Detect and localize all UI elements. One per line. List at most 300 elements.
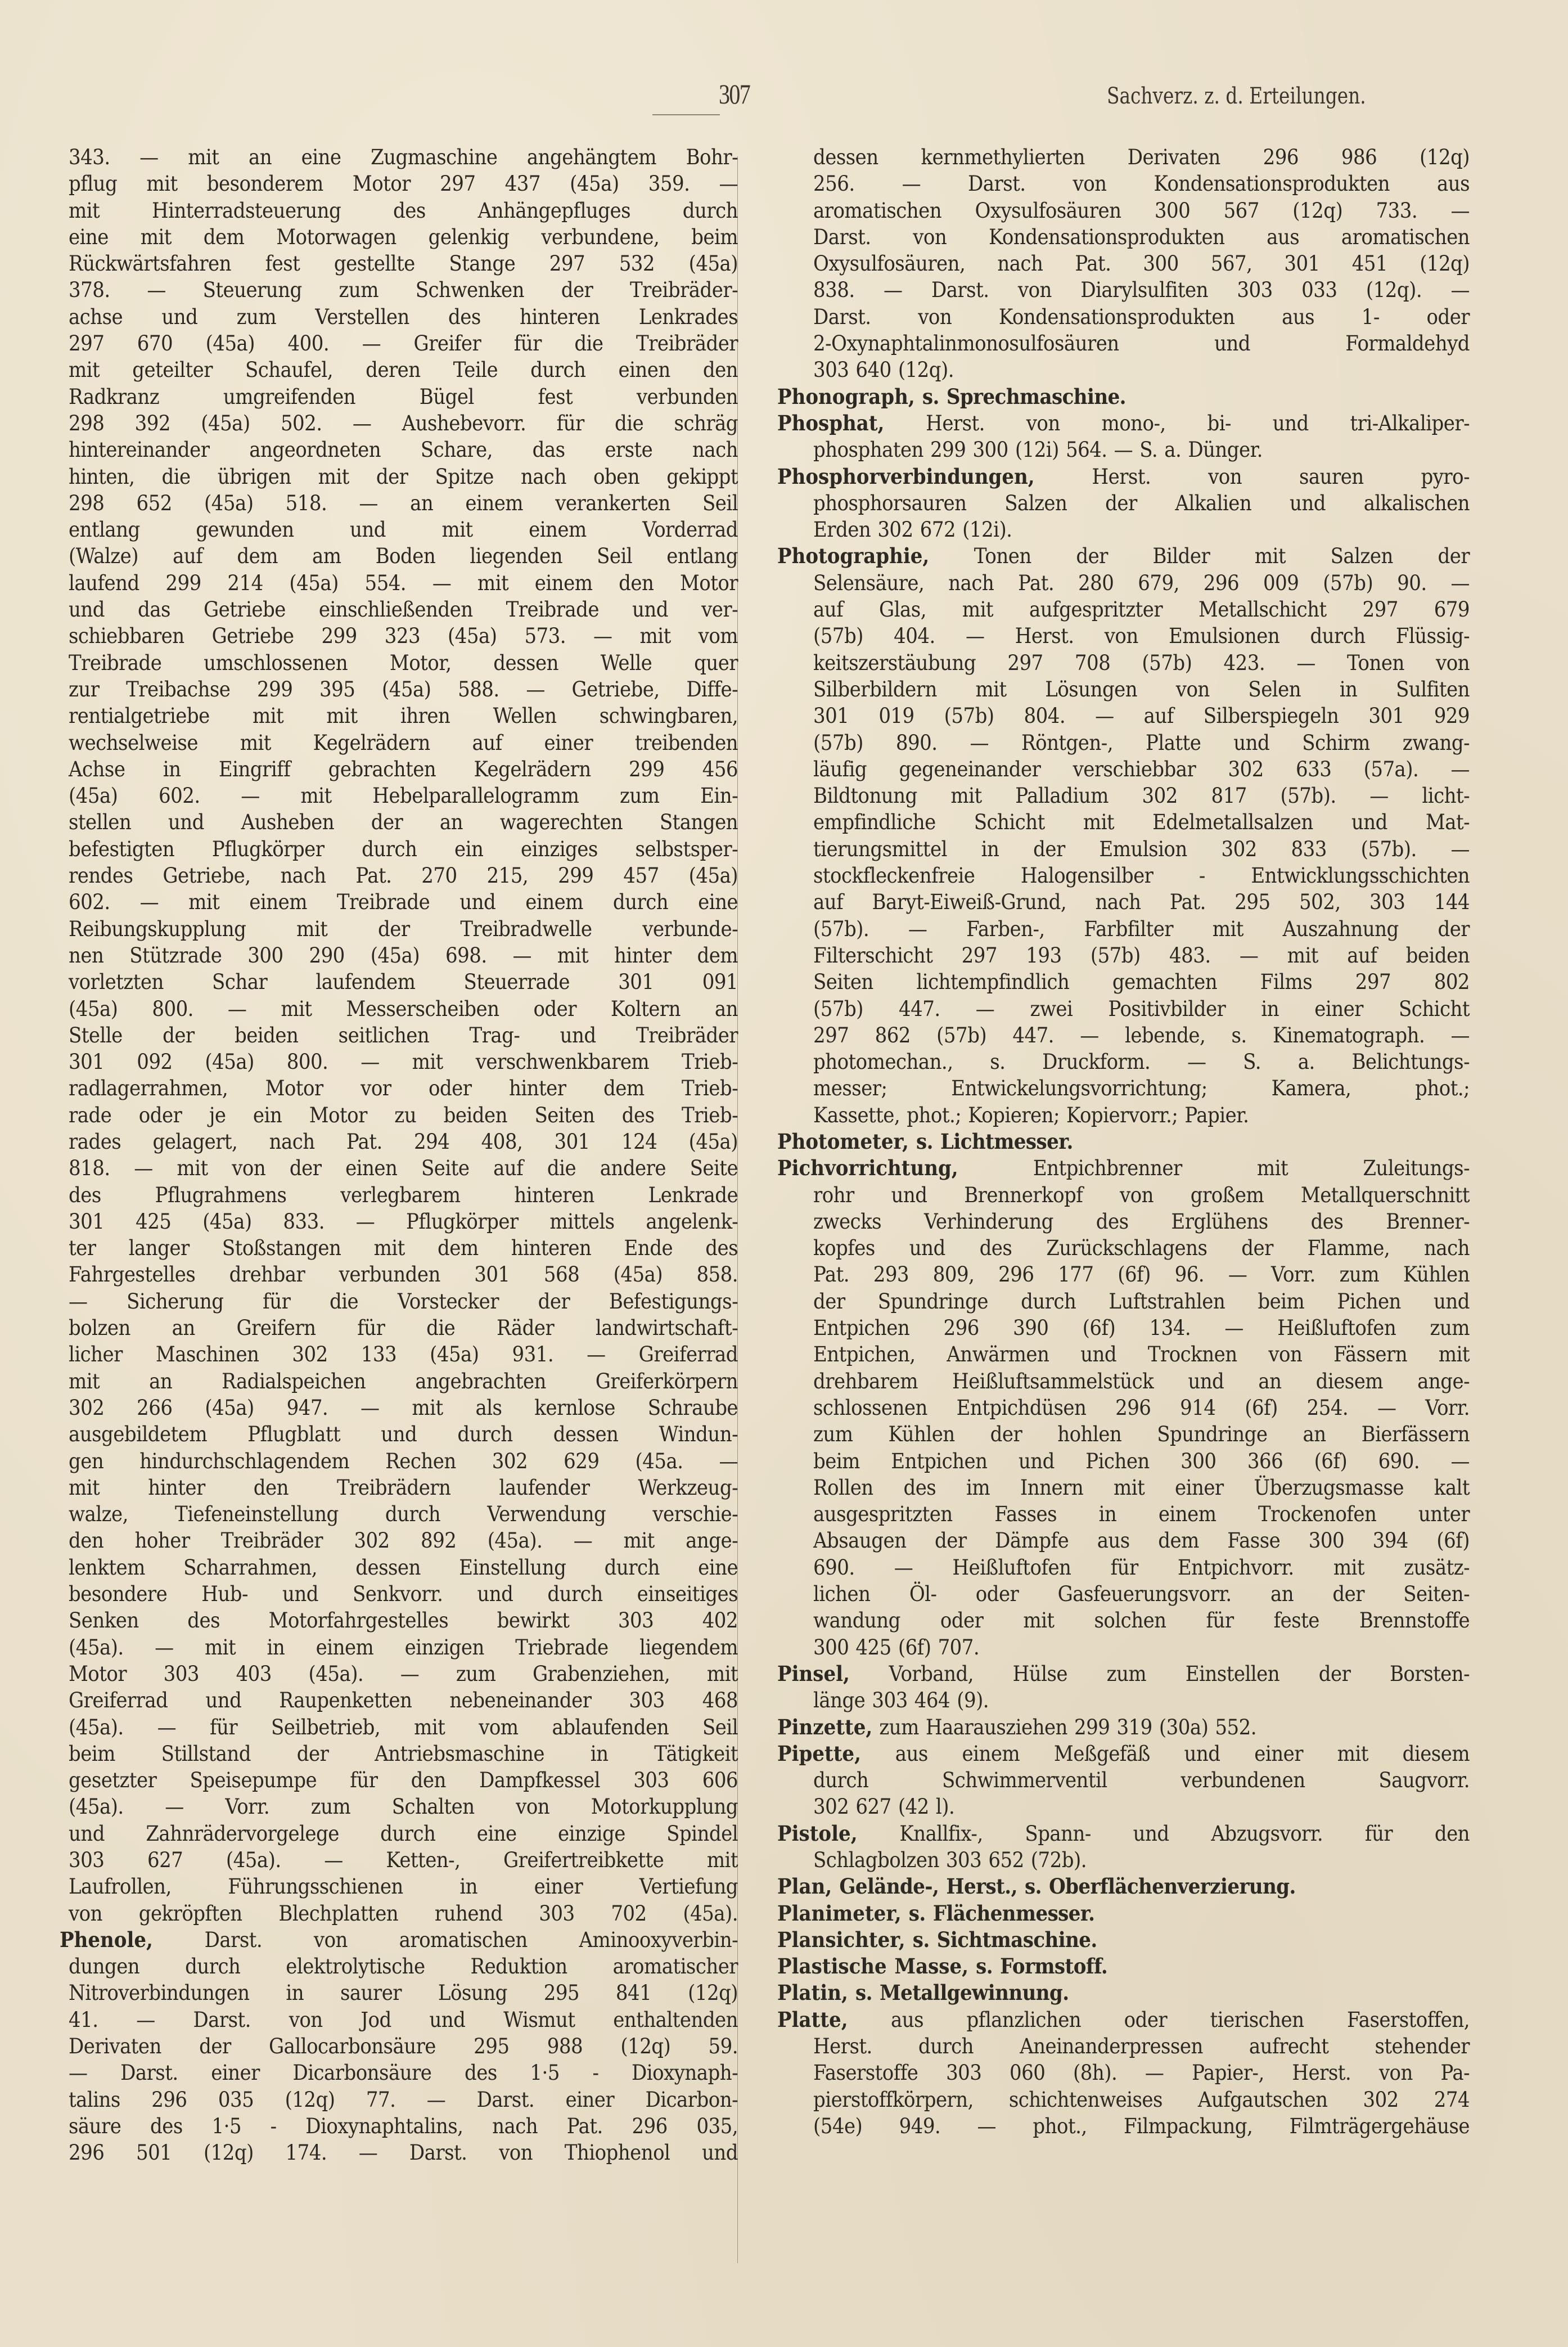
entry-text: lichen Öl- oder Gasfeuerungsvorr. an der Seiten-	[813, 1582, 1470, 1607]
entry-text: 303 640 (12q).	[813, 358, 954, 383]
index-text-line	[69, 1261, 738, 1288]
entry-text: pflug mit besonderem Motor 297 437 (45a) 359. —	[69, 172, 738, 196]
line-content	[69, 1501, 738, 1527]
right-column	[777, 144, 1470, 2139]
index-text-line	[786, 1448, 1470, 1474]
index-text-line	[69, 730, 738, 756]
entry-text: bolzen an Greifern für die Räder landwirtschaft-	[69, 1316, 738, 1341]
entry-keyword: Phenole,	[60, 1927, 153, 1952]
index-text-line	[69, 197, 738, 224]
index-text-line	[786, 596, 1470, 623]
entry-text: Absaugen der Dämpfe aus dem Fasse 300 394 (6f)	[813, 1528, 1470, 1553]
entry-text: phosphorsauren Salzen der Alkalien und alkalischen	[813, 491, 1470, 515]
index-text-line	[786, 730, 1470, 756]
line-content	[813, 250, 1470, 277]
index-text-line	[69, 224, 738, 250]
line-content	[777, 410, 1470, 437]
line-content	[69, 1315, 738, 1341]
entry-text: 296 501 (12q) 174. — Darst. von Thiophenol und	[69, 2141, 738, 2165]
entry-keyword: Pichvorrichtung,	[777, 1155, 958, 1181]
line-content	[813, 623, 1470, 649]
line-content	[813, 1341, 1470, 1368]
index-text-line	[786, 1049, 1470, 1075]
line-content	[69, 1368, 738, 1395]
entry-text: pierstoffkörpern, schichtenweises Aufgautschen 302 274	[813, 2087, 1470, 2112]
index-text-line	[69, 1581, 738, 1607]
line-content	[69, 1102, 738, 1128]
entry-text: 301 019 (57b) 804. — auf Silberspiegeln 301 929	[813, 704, 1470, 729]
line-content	[813, 836, 1470, 862]
index-text-line	[786, 2060, 1470, 2086]
line-content	[777, 1128, 1470, 1155]
index-text-line	[786, 1527, 1470, 1554]
entry-text: 818. — mit von der einen Seite auf die andere Seite	[69, 1156, 738, 1181]
entry-text: 298 392 (45a) 502. — Aushebevorr. für die schräg	[69, 411, 738, 435]
entry-text: (45a). — für Seilbetrieb, mit vom ablaufenden Seil	[69, 1715, 738, 1739]
line-content	[69, 1687, 738, 1714]
entry-text: zur Treibachse 299 395 (45a) 588. — Getriebe, Diffe-	[69, 677, 738, 702]
index-text-line	[69, 1368, 738, 1395]
index-text-line	[786, 1208, 1470, 1235]
entry-text: zum Haarausziehen 299 319 (30a) 552.	[872, 1715, 1256, 1739]
line-content	[69, 357, 738, 383]
index-entry-line	[60, 1927, 738, 1953]
index-text-line	[69, 1448, 738, 1474]
line-content	[777, 1155, 1470, 1181]
line-content	[69, 1128, 738, 1155]
entry-text: (45a). — mit in einem einzigen Triebrade liegendem	[69, 1635, 738, 1660]
index-entry-line	[777, 1741, 1470, 1767]
entry-text: 300 425 (6f) 707.	[813, 1635, 980, 1660]
index-text-line	[69, 330, 738, 357]
entry-text: s. Lichtmesser.	[908, 1128, 1073, 1154]
entry-text: rohr und Brennerkopf von großem Metallquerschnitt	[813, 1183, 1470, 1207]
index-text-line	[69, 144, 738, 170]
line-content	[813, 330, 1470, 357]
line-content	[69, 969, 738, 995]
entry-text: Nitroverbindungen in saurer Lösung 295 841 (12q)	[69, 1981, 738, 2006]
index-text-line	[786, 250, 1470, 277]
entry-text: lenktem Scharrahmen, dessen Einstellung durch eine	[69, 1555, 738, 1580]
entry-text: Rückwärtsfahren fest gestellte Stange 297 532 (45a)	[69, 251, 738, 276]
line-content	[69, 809, 738, 835]
line-content	[813, 197, 1470, 224]
entry-text: (57b) 404. — Herst. von Emulsionen durch Flüssig-	[813, 624, 1470, 649]
entry-text: aus pflanzlichen oder tierischen Faserstoffen,	[848, 2007, 1470, 2032]
line-content	[813, 170, 1470, 197]
index-text-line	[786, 490, 1470, 516]
entry-keyword: Phosphat,	[777, 410, 885, 435]
line-content	[69, 1607, 738, 1634]
entry-text: Faserstoffe 303 060 (8h). — Papier-, Herst. von Pa-	[813, 2061, 1470, 2085]
index-text-line	[69, 1793, 738, 1820]
entry-text: Darst. von aromatischen Aminooxyverbin-	[152, 1927, 738, 1952]
index-text-line	[69, 862, 738, 889]
line-content	[69, 756, 738, 783]
index-text-line	[786, 996, 1470, 1022]
line-content	[813, 889, 1470, 915]
line-content	[777, 384, 1470, 410]
line-content	[69, 1741, 738, 1767]
line-content	[813, 277, 1470, 303]
entry-text: (57b) 447. — zwei Positivbilder in einer Schicht	[813, 996, 1470, 1021]
index-text-line	[786, 809, 1470, 835]
entry-text: Rollen des im Innern mit einer Überzugsmasse kalt	[813, 1475, 1470, 1500]
entry-text: Herst. von mono-, bi- und tri-Alkaliper-	[884, 411, 1470, 435]
index-text-line	[69, 2113, 738, 2139]
entry-text: (54e) 949. — phot., Filmpackung, Filmträgergehäuse	[813, 2114, 1470, 2138]
line-content	[69, 1581, 738, 1607]
entry-text: Pat. 293 809, 296 177 (6f) 96. — Vorr. zum Kühlen	[813, 1262, 1470, 1287]
line-content	[813, 676, 1470, 703]
entry-text: 343. — mit an eine Zugmaschine angehängtem Bohr-	[69, 145, 738, 169]
entry-text: (45a) 602. — mit Hebelparallelogramm zum Ein-	[69, 784, 738, 808]
line-content	[813, 730, 1470, 756]
index-text-line	[786, 623, 1470, 649]
entry-text: Gelände-, Herst., s. Oberflächenverzierung.	[832, 1874, 1296, 1899]
entry-text: 838. — Darst. von Diarylsulfiten 303 033 (12q). —	[813, 278, 1470, 303]
index-text-line	[69, 1315, 738, 1341]
line-content	[813, 809, 1470, 835]
index-text-line	[786, 1341, 1470, 1368]
index-text-line	[786, 1501, 1470, 1527]
index-text-line	[786, 916, 1470, 942]
entry-text: Stelle der beiden seitlichen Trag- und Treibräder	[69, 1023, 738, 1047]
line-content	[69, 2113, 738, 2139]
index-text-line	[69, 304, 738, 330]
index-text-line	[69, 464, 738, 490]
line-content	[813, 1315, 1470, 1341]
line-content	[813, 490, 1470, 516]
index-text-line	[786, 2033, 1470, 2060]
line-content	[69, 1235, 738, 1261]
entry-text: Laufrollen, Führungsschienen in einer Vertiefung	[69, 1874, 738, 1899]
index-text-line	[69, 1607, 738, 1634]
index-entry-line	[777, 1714, 1470, 1741]
entry-text: vorletzten Schar laufendem Steuerrade 301 091	[69, 970, 738, 995]
index-text-line	[786, 1421, 1470, 1447]
line-content	[69, 703, 738, 729]
index-text-line	[786, 2113, 1470, 2139]
line-content	[777, 464, 1470, 490]
line-content	[69, 1421, 738, 1447]
line-content	[777, 1900, 1470, 1927]
entry-text: — Sicherung für die Vorstecker der Befestigungs-	[69, 1289, 738, 1314]
index-entry-line	[777, 2007, 1470, 2033]
index-text-line	[786, 889, 1470, 915]
entry-text: mit Hinterradsteuerung des Anhängepfluges durch	[69, 198, 738, 223]
index-text-line	[786, 783, 1470, 809]
entry-text: Reibungskupplung mit der Treibradwelle verbunde-	[69, 916, 738, 941]
index-text-line	[69, 170, 738, 197]
index-text-line	[69, 2007, 738, 2033]
index-text-line	[786, 144, 1470, 170]
line-content	[777, 543, 1470, 569]
entry-text: 2-Oxynaphtalinmonosulfosäuren und Formaldehyd	[813, 331, 1470, 356]
line-content	[813, 596, 1470, 623]
index-text-line	[69, 1182, 738, 1208]
line-content	[69, 676, 738, 703]
entry-text: 378. — Steuerung zum Schwenken der Treibräder-	[69, 278, 738, 303]
index-text-line	[786, 2087, 1470, 2113]
line-content	[69, 304, 738, 330]
line-content	[69, 1980, 738, 2006]
line-content	[69, 1182, 738, 1208]
line-content	[69, 2139, 738, 2166]
entry-keyword: Plan,	[777, 1874, 832, 1899]
index-text-line	[69, 543, 738, 569]
entry-text: rades gelagert, nach Pat. 294 408, 301 124 (45a)	[69, 1129, 738, 1154]
index-text-line	[69, 2033, 738, 2060]
entry-text: rendes Getriebe, nach Pat. 270 215, 299 457 (45a)	[69, 864, 738, 888]
line-content	[69, 516, 738, 543]
index-text-line	[786, 676, 1470, 703]
left-column	[60, 144, 738, 2166]
line-content	[69, 543, 738, 569]
index-text-line	[786, 862, 1470, 889]
index-text-line	[786, 1554, 1470, 1581]
index-text-line	[69, 1288, 738, 1315]
index-text-line	[69, 1953, 738, 1980]
line-content	[813, 1288, 1470, 1315]
index-text-line	[69, 623, 738, 649]
index-entry-line	[777, 464, 1470, 490]
line-content	[69, 783, 738, 809]
entry-text: wandung oder mit solchen für feste Brennstoffe	[813, 1608, 1470, 1633]
entry-text: Selensäure, nach Pat. 280 679, 296 009 (57b) 90. —	[813, 570, 1470, 595]
line-content	[69, 144, 738, 170]
index-text-line	[786, 170, 1470, 197]
line-content	[813, 2060, 1470, 2086]
entry-text: 602. — mit einem Treibrade und einem durch eine	[69, 890, 738, 915]
entry-text: tierungsmittel in der Emulsion 302 833 (57b). —	[813, 837, 1470, 861]
index-text-line	[69, 1873, 738, 1900]
index-text-line	[69, 1661, 738, 1687]
entry-text: 301 092 (45a) 800. — mit verschwenkbarem Trieb-	[69, 1050, 738, 1074]
entry-text: hintereinander angeordneten Schare, das erste nach	[69, 438, 738, 462]
line-content	[813, 1474, 1470, 1501]
index-text-line	[786, 1634, 1470, 1661]
entry-text: Radkranz umgreifenden Bügel fest verbunden	[69, 384, 738, 409]
line-content	[69, 942, 738, 969]
index-text-line	[786, 1315, 1470, 1341]
entry-text: (45a) 800. — mit Messerscheiben oder Koltern an	[69, 996, 738, 1021]
index-entry-line	[777, 1128, 1470, 1155]
line-content	[813, 1075, 1470, 1101]
entry-text: den hoher Treibräder 302 892 (45a). — mit ange-	[69, 1528, 738, 1553]
entry-text: Motor 303 403 (45a). — zum Grabenziehen, mit	[69, 1661, 738, 1686]
entry-text: (Walze) auf dem am Boden liegenden Seil entlang	[69, 544, 738, 569]
line-content	[69, 1341, 738, 1368]
index-text-line	[786, 224, 1470, 250]
line-content	[813, 1049, 1470, 1075]
index-entry-line	[777, 1900, 1470, 1927]
entry-text: 302 627 (42 l).	[813, 1795, 955, 1819]
entry-text: wechselweise mit Kegelrädern auf einer treibenden	[69, 730, 738, 755]
index-text-line	[69, 1714, 738, 1741]
index-text-line	[786, 197, 1470, 224]
index-text-line	[786, 1368, 1470, 1395]
entry-keyword: Pinzette,	[777, 1714, 873, 1739]
line-content	[813, 703, 1470, 729]
index-entry-line	[777, 1873, 1470, 1900]
line-content	[813, 650, 1470, 676]
index-text-line	[69, 1341, 738, 1368]
index-entry-line	[777, 1953, 1470, 1980]
line-content	[69, 437, 738, 463]
line-content	[813, 1527, 1470, 1554]
entry-text: 297 862 (57b) 447. — lebende, s. Kinematograph. —	[813, 1023, 1470, 1047]
index-text-line	[69, 384, 738, 410]
entry-text: (57b) 890. — Röntgen-, Platte und Schirm zwang-	[813, 730, 1470, 755]
entry-text: 256. — Darst. von Kondensationsprodukten aus	[813, 172, 1470, 196]
line-content	[69, 410, 738, 437]
index-text-line	[69, 969, 738, 995]
index-text-line	[786, 703, 1470, 729]
entry-text: 298 652 (45a) 518. — an einem verankerten Seil	[69, 491, 738, 515]
line-content	[69, 1820, 738, 1847]
index-text-line	[786, 330, 1470, 357]
line-content	[69, 596, 738, 623]
entry-text: (57b). — Farben-, Farbfilter mit Auszahnung der	[813, 916, 1470, 941]
entry-text: gen hindurchschlagendem Rechen 302 629 (45a. —	[69, 1449, 738, 1473]
entry-text: länge 303 464 (9).	[813, 1688, 989, 1713]
index-text-line	[786, 1687, 1470, 1714]
entry-text: hinten, die übrigen mit der Spitze nach oben gekippt	[69, 464, 738, 489]
line-content	[69, 170, 738, 197]
index-text-line	[69, 942, 738, 969]
entry-text: rentialgetriebe mit mit ihren Wellen schwingbaren,	[69, 704, 738, 729]
index-text-line	[69, 250, 738, 277]
index-text-line	[69, 410, 738, 437]
entry-text: aus einem Meßgefäß und einer mit diesem	[860, 1741, 1470, 1766]
index-text-line	[786, 1075, 1470, 1101]
page-number: 307	[719, 78, 750, 110]
line-content	[813, 942, 1470, 969]
entry-text: des Pflugrahmens verlegbarem hinteren Lenkrade	[69, 1183, 738, 1207]
entry-text: schiebbaren Getriebe 299 323 (45a) 573. — mit vom	[69, 624, 738, 649]
entry-text: Knallfix-, Spann- und Abzugsvorr. für den	[857, 1821, 1470, 1846]
entry-text: 690. — Heißluftofen für Entpichvorr. mit zusätz-	[813, 1555, 1470, 1580]
entry-text: Erden 302 672 (12i).	[813, 518, 1012, 542]
line-content	[69, 490, 738, 516]
line-content	[69, 277, 738, 303]
line-content	[813, 516, 1470, 543]
entry-text: schlossenen Entpichdüsen 296 914 (6f) 254. — Vorr.	[813, 1395, 1470, 1420]
index-text-line	[786, 1395, 1470, 1421]
index-text-line	[786, 1235, 1470, 1261]
entry-text: beim Stillstand der Antriebsmaschine in Tätigkeit	[69, 1741, 738, 1766]
line-content	[69, 2087, 738, 2113]
index-text-line	[69, 809, 738, 835]
entry-keyword: Phosphorverbindungen,	[777, 464, 1035, 489]
line-content	[69, 1847, 738, 1873]
index-text-line	[69, 1235, 738, 1261]
line-content	[69, 1634, 738, 1661]
line-content	[69, 862, 738, 889]
line-content	[813, 1368, 1470, 1395]
entry-text: 303 627 (45a). — Ketten-, Greifertreibkette mit	[69, 1848, 738, 1872]
index-text-line	[69, 1075, 738, 1101]
entry-keyword: Planimeter,	[777, 1900, 902, 1926]
index-text-line	[786, 516, 1470, 543]
entry-keyword: Phonograph,	[777, 384, 915, 409]
entry-text: 301 425 (45a) 833. — Pflugkörper mittels angelenk-	[69, 1209, 738, 1234]
line-content	[813, 1182, 1470, 1208]
index-text-line	[786, 1767, 1470, 1793]
index-text-line	[69, 1687, 738, 1714]
entry-keyword: Plansichter,	[777, 1927, 905, 1952]
line-content	[813, 1607, 1470, 1634]
line-content	[69, 464, 738, 490]
line-content	[777, 1980, 1470, 2006]
line-content	[813, 437, 1470, 463]
entry-text: kopfes und des Zurückschlagens der Flamme, nach	[813, 1236, 1470, 1261]
index-text-line	[69, 756, 738, 783]
line-content	[777, 1741, 1470, 1767]
entry-text: Bildtonung mit Palladium 302 817 (57b). — licht-	[813, 784, 1470, 808]
index-entry-line	[777, 1927, 1470, 1953]
line-content	[69, 384, 738, 410]
index-text-line	[786, 277, 1470, 303]
index-text-line	[69, 916, 738, 942]
entry-text: dessen kernmethylierten Derivaten 296 986 (12q)	[813, 145, 1470, 169]
entry-text: Darst. von Kondensationsprodukten aus 1- oder	[813, 304, 1470, 329]
index-text-line	[786, 836, 1470, 862]
entry-text: Greiferrad und Raupenketten nebeneinander 303 468	[69, 1688, 738, 1713]
index-text-line	[69, 1980, 738, 2006]
entry-text: gesetzter Speisepumpe für den Dampfkessel 303 606	[69, 1768, 738, 1793]
line-content	[813, 2033, 1470, 2060]
index-entry-line	[777, 1980, 1470, 2006]
index-text-line	[786, 1581, 1470, 1607]
index-entry-line	[777, 1155, 1470, 1181]
entry-text: keitszerstäubung 297 708 (57b) 423. — Tonen von	[813, 650, 1470, 675]
line-content	[69, 1873, 738, 1900]
index-text-line	[69, 357, 738, 383]
line-content	[813, 1767, 1470, 1793]
entry-text: zwecks Verhinderung des Erglühens des Brenner-	[813, 1209, 1470, 1234]
entry-text: ausgespritzten Fasses in einem Trockenofen unter	[813, 1502, 1470, 1527]
entry-text: der Spundringe durch Luftstrahlen beim Pichen und	[813, 1289, 1470, 1314]
entry-text: rade oder je ein Motor zu beiden Seiten des Trieb-	[69, 1103, 738, 1127]
index-entry-line	[777, 384, 1470, 410]
entry-text: radlagerrahmen, Motor vor oder hinter dem Trieb-	[69, 1076, 738, 1101]
line-content	[69, 1900, 738, 1927]
line-content	[813, 224, 1470, 250]
line-content	[777, 1873, 1470, 1900]
line-content	[813, 1102, 1470, 1128]
entry-text: Entpichen 296 390 (6f) 134. — Heißluftofen zum	[813, 1316, 1470, 1341]
line-content	[813, 1847, 1470, 1873]
entry-text: photomechan., s. Druckform. — S. a. Belichtungs-	[813, 1050, 1470, 1074]
line-content	[69, 1767, 738, 1793]
entry-text: Vorband, Hülse zum Einstellen der Borsten-	[849, 1661, 1470, 1686]
entry-text: Entpichbrenner mit Zuleitungs-	[958, 1156, 1470, 1181]
index-text-line	[69, 1634, 738, 1661]
index-text-line	[69, 2139, 738, 2166]
index-text-line	[69, 516, 738, 543]
entry-text: mit hinter den Treibrädern laufender Werkzeug-	[69, 1475, 738, 1500]
index-text-line	[786, 1793, 1470, 1820]
line-content	[813, 916, 1470, 942]
index-text-line	[69, 1049, 738, 1075]
line-content	[813, 1793, 1470, 1820]
entry-text: Oxysulfosäuren, nach Pat. 300 567, 301 451 (12q)	[813, 251, 1470, 276]
line-content	[813, 1687, 1470, 1714]
line-content	[813, 1261, 1470, 1288]
line-content	[813, 1634, 1470, 1661]
